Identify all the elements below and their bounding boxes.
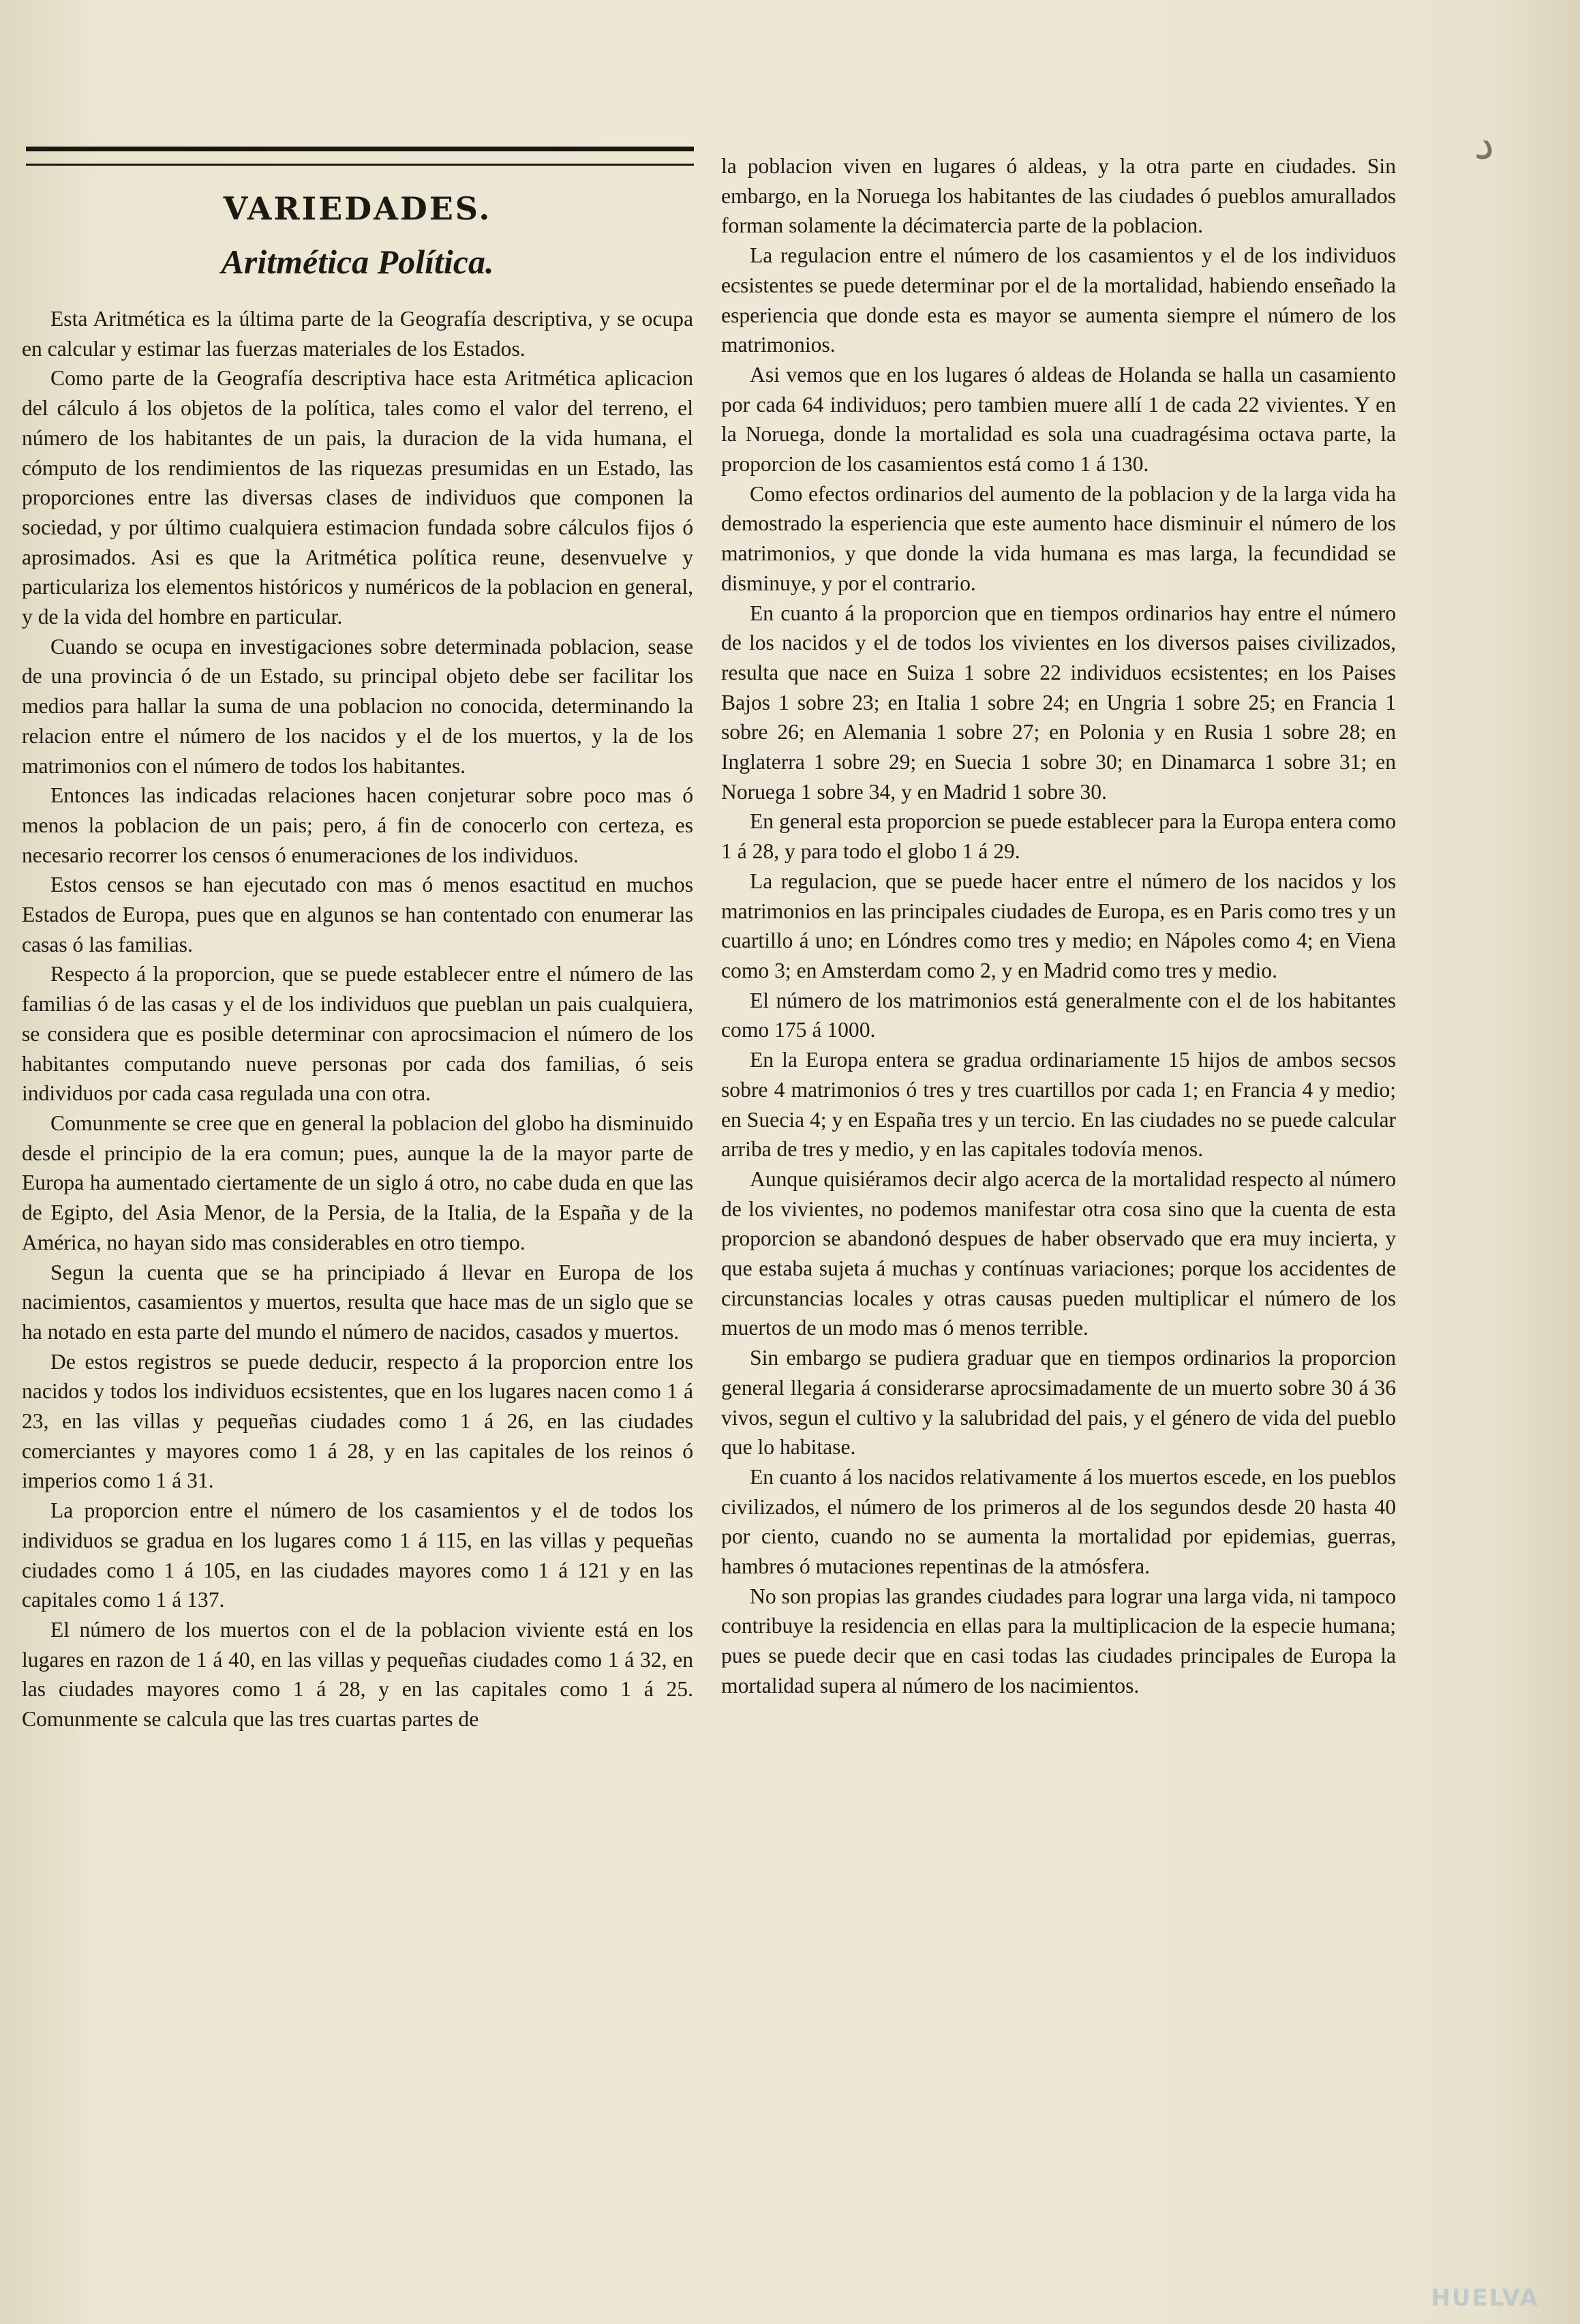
- left-column: [22, 184, 693, 2297]
- paragraph: la poblacion viven en lugares ó aldeas, y la otra parte en ciudades. Sin embargo, en la Noruega los habitantes de las ciudades ó pueblos amurallados forman solamente la décimatercia parte de la poblacion.: [721, 154, 1396, 238]
- archive-watermark: HUELVA: [1431, 2284, 1539, 2312]
- paragraph: El número de los muertos con el de la poblacion viviente está en los lugares en razon de 1 á 40, en las villas y pequeñas ciudades como 1 á 32, en las ciudades mayores como 1 á 28, y en las capitales como 1 á 25. Comunmente se calcula que las tres cuartas partes de: [22, 1617, 693, 1732]
- section-rule: [26, 147, 694, 166]
- paragraph: Aunque quisiéramos decir algo acerca de la mortalidad respecto al número de los vivientes, no podemos manifestar otra cosa sino que la cuenta de esta proporcion se abandonó despues de haber observado que era muy incierta, y que estaba sujeta á muchas y contínuas variaciones; porque los accidentes de circunstancias locales y otras causas pueden multiplicar el número de los muertos de un modo mas ó menos terrible.: [721, 1166, 1396, 1340]
- paragraph: Estos censos se han ejecutado con mas ó menos esactitud en muchos Estados de Europa, pues que en algunos se han contentado con enumerar las casas ó las familias.: [22, 873, 693, 956]
- paragraph: Cuando se ocupa en investigaciones sobre determinada poblacion, sease de una provincia ó de un Estado, su principal objeto debe ser facilitar los medios para hallar la suma de una poblacion no conocida, determinando la relacion entre el número de los nacidos y el de los muertos, y la de los matrimonios con el número de todos los habitantes.: [22, 634, 693, 778]
- paragraph: Esta Aritmética es la última parte de la Geografía descriptiva, y se ocupa en calcular y estimar las fuerzas materiales de los Estados.: [22, 307, 693, 361]
- paragraph: Comunmente se cree que en general la poblacion del globo ha disminuido desde el principio de la era comun; pues, aunque la de la mayor parte de Europa ha aumentado ciertamente de un siglo á otro, no cabe duda en que las de Egipto, del Asia Menor, de la Persia, de la Italia, de la España y de la América, no hayan sido mas considerables en otro tiempo.: [22, 1111, 693, 1254]
- paragraph: La proporcion entre el número de los casamientos y el de todos los individuos se gradua en los lugares como 1 á 115, en las villas y pequeñas ciudades como 1 á 105, en las ciudades mayores como 1 á 121 y en las capitales como 1 á 137.: [22, 1498, 693, 1612]
- margin-handwritten-mark: ﺩ: [1472, 118, 1499, 171]
- paragraph: Como efectos ordinarios del aumento de la poblacion y de la larga vida ha demostrado la esperiencia que este aumento hace disminuir el número de los matrimonios, y que donde la vida humana es mas larga, la fecundidad se disminuye, y por el contrario.: [721, 481, 1396, 595]
- paragraph: La regulacion, que se puede hacer entre el número de los nacidos y los matrimonios en las principales ciudades de Europa, es en Paris como tres y un cuartillo á uno; en Lóndres como tres y medio; en Nápoles como 4; en Viena como 3; en Amsterdam como 2, y en Madrid como tres y medio.: [721, 869, 1396, 982]
- paragraph: De estos registros se puede deducir, respecto á la proporcion entre los nacidos y todos los individuos ecsistentes, que en los lugares nacen como 1 á 23, en las villas y pequeñas ciudades como 1 á 26, en las ciudades comerciantes y mayores como 1 á 28, y en las capitales de los reinos ó imperios como 1 á 31.: [22, 1349, 693, 1493]
- paragraph: La regulacion entre el número de los casamientos y el de los individuos ecsistentes se puede determinar por el de la mortalidad, habiendo enseñado la esperiencia que donde esta es mayor se aumenta siempre el número de los matrimonios.: [721, 243, 1396, 357]
- paragraph: Como parte de la Geografía descriptiva hace esta Aritmética aplicacion del cálculo á los objetos de la política, tales como el valor del terreno, el número de los habitantes de un pais, la duracion de la vida humana, el cómputo de los rendimientos de las riquezas presumidas en un Estado, las proporciones entre las diversas clases de individuos que componen la sociedad, y por último cualquiera estimacion fundada sobre cálculos fijos ó aprosimados. Asi es que la Aritmética política reune, desenvuelve y particulariza los elementos históricos y numéricos de la poblacion en general, y de la vida del hombre en particular.: [22, 366, 693, 629]
- paragraph: En la Europa entera se gradua ordinariamente 15 hijos de ambos secsos sobre 4 matrimonios ó tres y tres cuartillos por cada 1; en Francia 4 y medio; en Suecia 4; y en España tres y un tercio. En las ciudades no se puede calcular arriba de tres y medio, y en las capitales todovía menos.: [721, 1048, 1396, 1162]
- paragraph: Asi vemos que en los lugares ó aldeas de Holanda se halla un casamiento por cada 64 individuos; pero tambien muere allí 1 de cada 22 vivientes. Y en la Noruega, donde la mortalidad es sola una cuadragésima octava parte, la proporcion de los casamientos está como 1 á 130.: [721, 362, 1396, 477]
- paragraph: Segun la cuenta que se ha principiado á llevar en Europa de los nacimientos, casamientos y muertos, resulta que hace mas de un siglo que se ha notado en esta parte del mundo el número de nacidos, casados y muertos.: [22, 1260, 693, 1344]
- right-column: [721, 151, 1396, 2297]
- article-title: Aritmética Política.: [221, 243, 494, 281]
- paragraph: En cuanto á los nacidos relativamente á los muertos escede, en los pueblos civilizados, el número de los primeros al de los segundos desde 20 hasta 40 por ciento, cuando no se aumenta la mortalidad por epidemias, guerras, hambres ó mutaciones repentinas de la atmósfera.: [721, 1464, 1396, 1579]
- paragraph: Sin embargo se pudiera graduar que en tiempos ordinarios la proporcion general llegaria á considerarse aprocsimadamente de un muerto sobre 30 á 36 vivos, segun el cultivo y la salubridad del pais, y el género de vida del pueblo que lo habitase.: [721, 1346, 1396, 1460]
- paragraph: Respecto á la proporcion, que se puede establecer entre el número de las familias ó de las casas y el de los individuos que pueblan un pais cualquiera, se considera que es posible determinar con aprocsimacion el número de los habitantes computando nueve personas por cada dos familias, ó seis individuos por cada casa regulada una con otra.: [22, 962, 693, 1106]
- paragraph: En general esta proporcion se puede establecer para la Europa entera como 1 á 28, y para todo el globo 1 á 29.: [721, 809, 1396, 864]
- paragraph: En cuanto á la proporcion que en tiempos ordinarios hay entre el número de los nacidos y el de todos los vivientes en los diversos paises civilizados, resulta que nace en Suiza 1 sobre 22 individuos ecsistentes; en los Paises Bajos 1 sobre 23; en Italia 1 sobre 24; en Ungria 1 sobre 25; en Francia 1 sobre 26; en Alemania 1 sobre 27; en Polonia y en Rusia 1 sobre 28; en Inglaterra 1 sobre 29; en Suecia 1 sobre 30; en Dinamarca 1 sobre 31; en Noruega 1 sobre 34, y en Madrid 1 sobre 30.: [721, 601, 1396, 804]
- paragraph: El número de los matrimonios está generalmente con el de los habitantes como 175 á 1000.: [721, 988, 1396, 1042]
- paragraph: Entonces las indicadas relaciones hacen conjeturar sobre poco mas ó menos la poblacion de un pais; pero, á fin de conocerlo con certeza, es necesario recorrer los censos ó enumeraciones de los individuos.: [22, 783, 693, 867]
- section-title: VARIEDADES.: [223, 190, 492, 227]
- paragraph: No son propias las grandes ciudades para lograr una larga vida, ni tampoco contribuye la residencia en ellas para la multiplicacion de la especie humana; pues se puede decir que en casi todas las ciudades principales de Europa la mortalidad supera al número de los nacimientos.: [721, 1584, 1396, 1697]
